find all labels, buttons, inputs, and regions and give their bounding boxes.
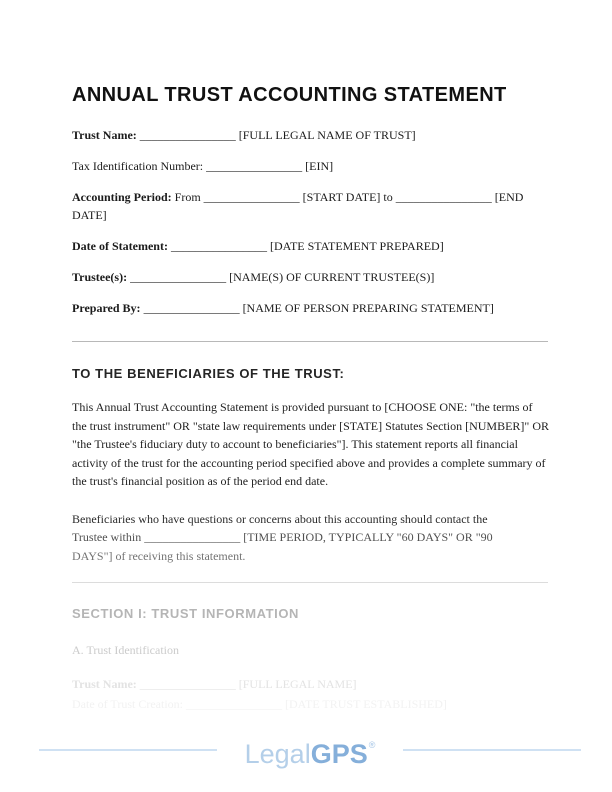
field-prepared-by-value: ________________ [NAME OF PERSON PREPARING STATEMENT]: [140, 301, 494, 315]
contact-note-line: DAYS"] of receiving this statement.: [72, 548, 246, 563]
field-tax-id-label: Tax Identification Number:: [72, 159, 204, 173]
field-trust-name-value: ________________ [FULL LEGAL NAME OF TRUST]: [136, 128, 416, 142]
field-trust-name: [72, 126, 548, 144]
field-tax-id-value: ________________ [EIN]: [203, 159, 334, 173]
section1-field-trust-name-label: Trust Name:: [72, 677, 137, 691]
section1-field-trust-name: [72, 674, 548, 694]
brand-rule-left: [39, 749, 217, 751]
intro-paragraph: This Annual Trust Accounting Statement is provided pursuant to [CHOOSE ONE: "the terms of the trust instrument" OR "state law requirements under [STATE] Statutes Section [NUMBER]" OR "the Trustee's fiduciary duty to account to beneficiaries"]. This statement reports all financial activity of the trust for the accounting period specified above and provides a complete summary of the trust's financial position as of the period end date.: [72, 400, 549, 488]
section1-heading: SECTION I: TRUST INFORMATION: [72, 606, 300, 621]
footer-brand-bar: [32, 730, 588, 769]
contact-note: [72, 510, 548, 566]
logo-text-gps: GPS: [310, 739, 368, 769]
section-divider-top: [72, 341, 548, 342]
page-title: ANNUAL TRUST ACCOUNTING STATEMENT: [72, 84, 507, 106]
section1-subheading: A. Trust Identification: [72, 643, 179, 657]
field-accounting-period-value: From ________________ [START DATE] to ________________ [END DATE]: [72, 190, 524, 222]
contact-note-line: Beneficiaries who have questions or concerns about this accounting should contact the: [72, 511, 488, 526]
beneficiaries-heading: TO THE BENEFICIARIES OF THE TRUST:: [72, 366, 345, 381]
field-trustees: [72, 268, 548, 286]
field-accounting-period: [72, 188, 548, 224]
contact-note-line: Trustee within ________________ [TIME PERIOD, TYPICALLY "60 DAYS" OR "90: [72, 530, 493, 544]
field-prepared-by-label: Prepared By:: [72, 301, 141, 315]
field-prepared-by: [72, 299, 548, 317]
section-divider-faded: [72, 582, 548, 583]
field-trustees-label: Trustee(s):: [72, 270, 128, 284]
field-accounting-period-label: Accounting Period:: [72, 190, 172, 204]
legalgps-logo: [245, 730, 376, 769]
field-date-of-statement: [72, 237, 548, 255]
registered-mark-icon: ®: [368, 740, 376, 750]
logo-text-legal: Legal: [244, 739, 311, 769]
brand-rule-right: [403, 749, 581, 751]
field-date-of-statement-label: Date of Statement:: [72, 239, 168, 253]
field-trustees-value: ________________ [NAME(S) OF CURRENT TRUSTEE(S)]: [127, 270, 435, 284]
section1-field-trust-name-value: ________________ [FULL LEGAL NAME]: [136, 677, 357, 691]
field-date-of-statement-value: ________________ [DATE STATEMENT PREPARED]: [167, 239, 444, 253]
field-tax-id: [72, 157, 548, 175]
field-trust-name-label: Trust Name:: [72, 128, 137, 142]
section1-faded-line: Date of Trust Creation: ________________ [DATE TRUST ESTABLISHED]: [72, 697, 447, 711]
